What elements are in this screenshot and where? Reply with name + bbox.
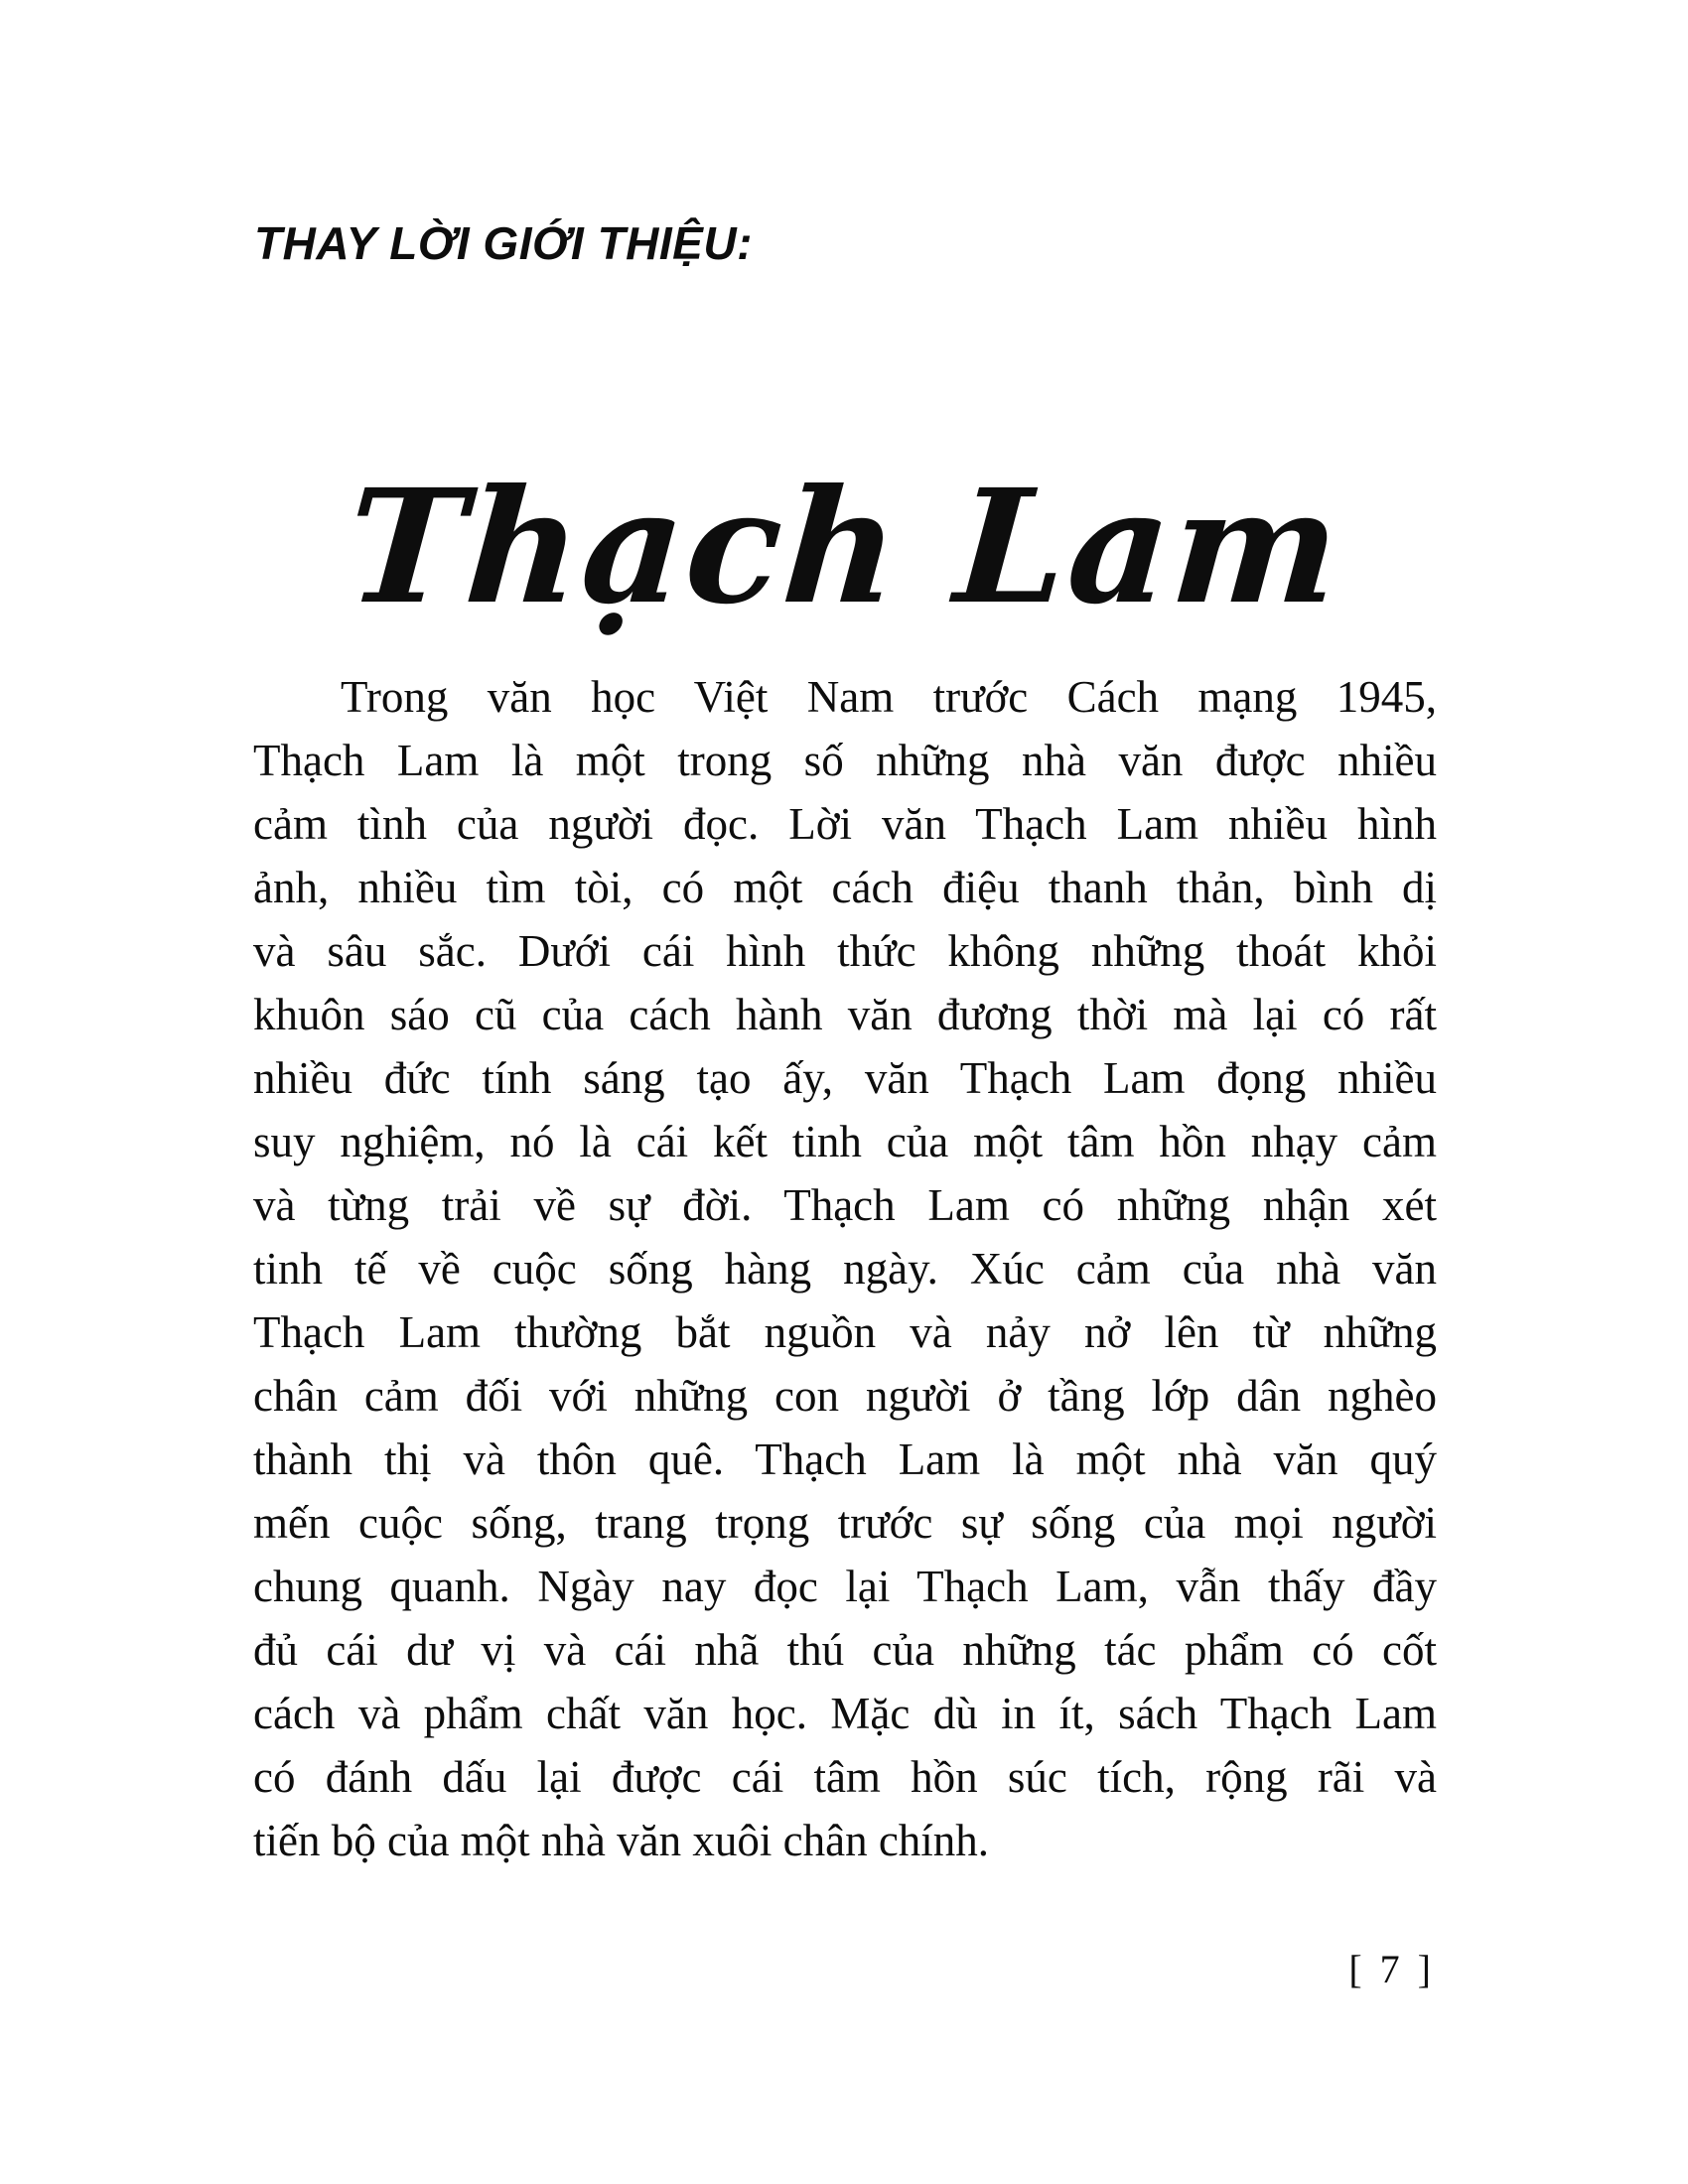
body-paragraph [253,665,1437,1872]
section-heading: THAY LỜI GIỚI THIỆU: [254,217,753,269]
paragraph-line: Thạch Lam là một trong số những nhà văn được nhiều [253,736,1437,785]
paragraph-line: ảnh, nhiều tìm tòi, có một cách điệu thanh thản, bình dị [253,863,1437,912]
paragraph-line: suy nghiệm, nó là cái kết tinh của một tâm hồn nhạy cảm [253,1117,1437,1166]
paragraph-line: khuôn sáo cũ của cách hành văn đương thời mà lại có rất [253,990,1437,1039]
paragraph-line: tinh tế về cuộc sống hàng ngày. Xúc cảm của nhà văn [253,1244,1437,1294]
paragraph-line: và từng trải về sự đời. Thạch Lam có những nhận xét [253,1180,1437,1230]
paragraph-line: tiến bộ của một nhà văn xuôi chân chính. [253,1816,990,1865]
paragraph-line: có đánh dấu lại được cái tâm hồn súc tích, rộng rãi và [253,1752,1437,1802]
chapter-title: Thạch Lam [341,456,1347,639]
paragraph-line: Trong văn học Việt Nam trước Cách mạng 1945, [341,672,1437,722]
paragraph-line: mến cuộc sống, trang trọng trước sự sống của mọi người [253,1498,1437,1548]
paragraph-line: cách và phẩm chất văn học. Mặc dù in ít, sách Thạch Lam [253,1689,1437,1738]
paragraph-line: và sâu sắc. Dưới cái hình thức không những thoát khỏi [253,926,1437,976]
paragraph-line: thành thị và thôn quê. Thạch Lam là một nhà văn quý [253,1434,1437,1484]
paragraph-line: đủ cái dư vị và cái nhã thú của những tác phẩm có cốt [253,1625,1437,1675]
page-number: [ 7 ] [1348,1947,1435,1991]
paragraph-line: nhiều đức tính sáng tạo ấy, văn Thạch Lam đọng nhiều [253,1053,1437,1103]
paragraph-line: Thạch Lam thường bắt nguồn và nảy nở lên từ những [253,1307,1437,1357]
paragraph-line: chung quanh. Ngày nay đọc lại Thạch Lam, vẫn thấy đầy [253,1562,1437,1611]
paragraph-line: cảm tình của người đọc. Lời văn Thạch Lam nhiều hình [253,799,1437,849]
paragraph-line: chân cảm đối với những con người ở tầng lớp dân nghèo [253,1371,1437,1421]
